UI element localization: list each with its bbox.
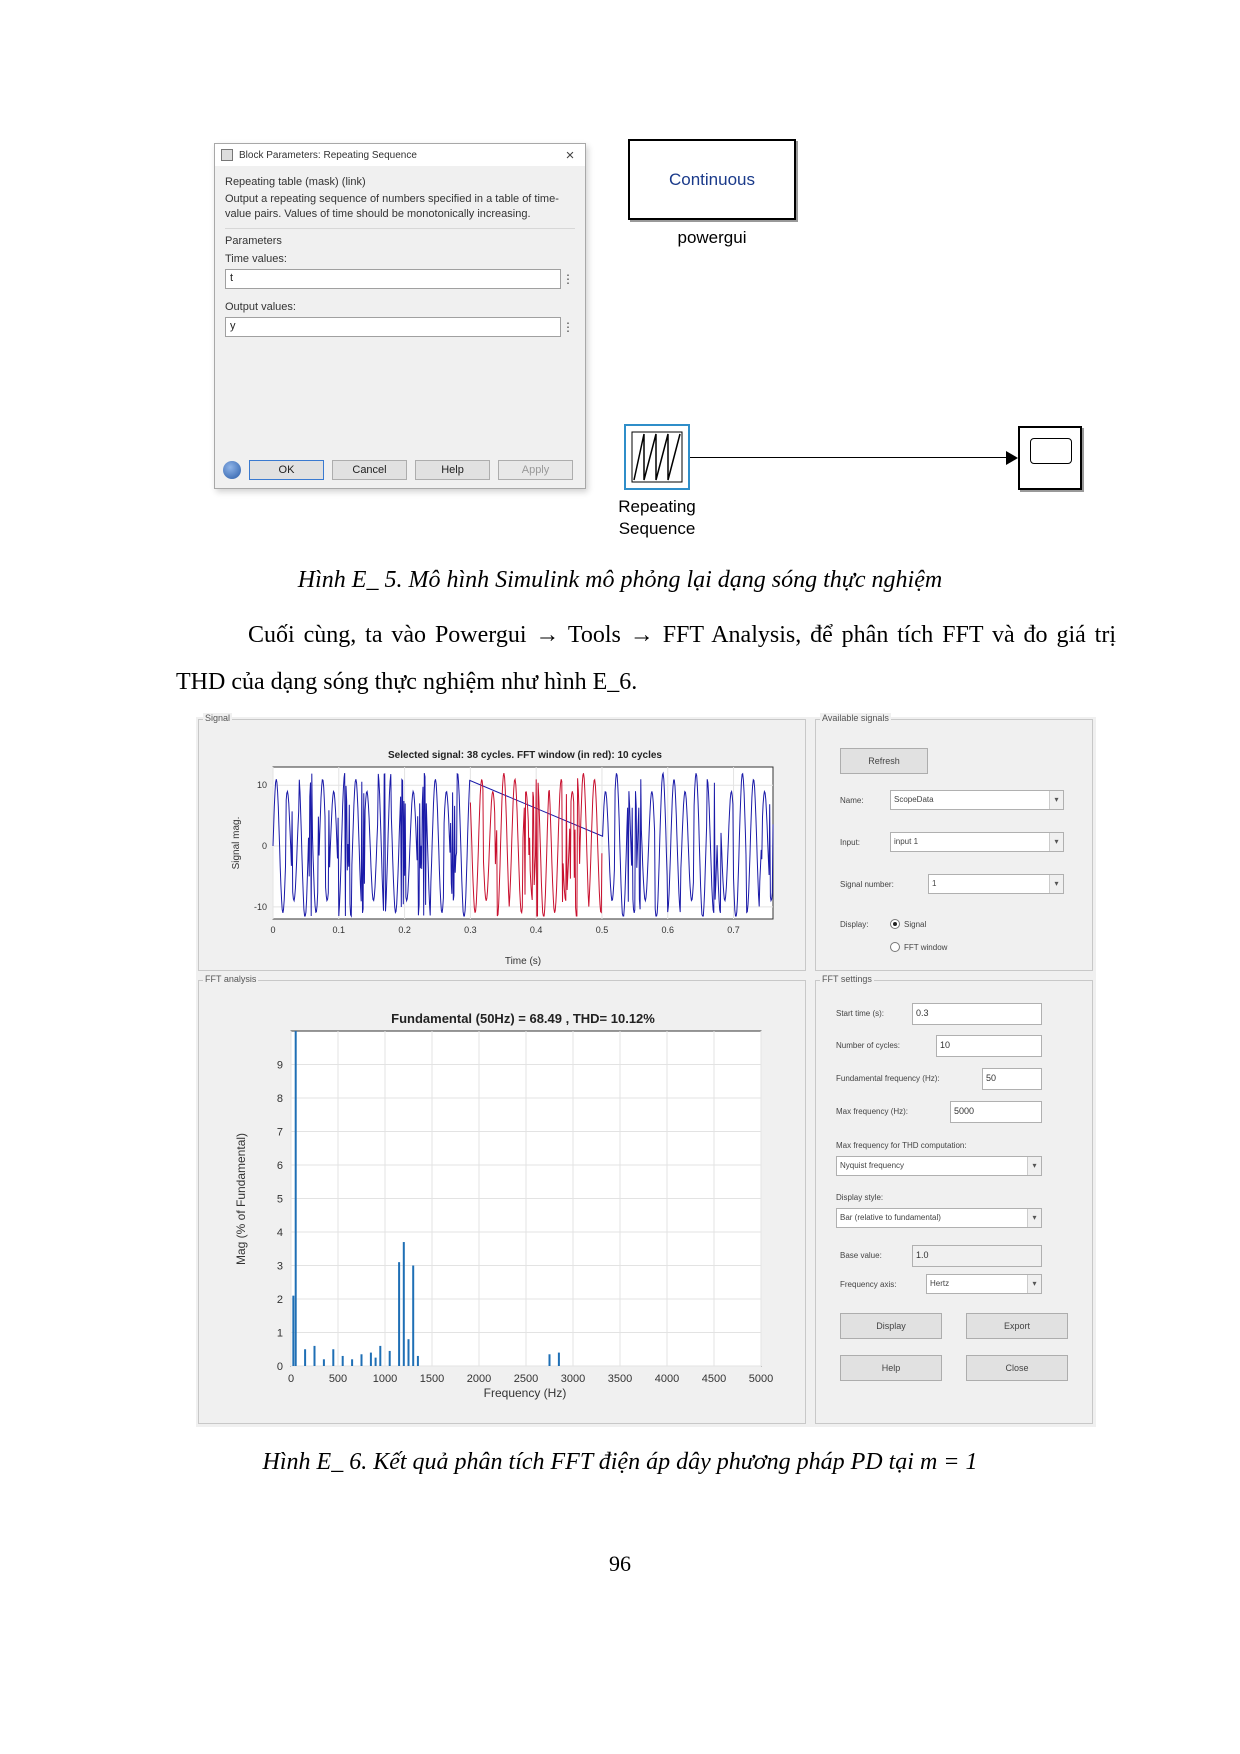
display-fft-window-label: FFT window bbox=[904, 943, 948, 952]
max-freq-thd-label: Max frequency for THD computation: bbox=[836, 1141, 967, 1150]
ok-button[interactable]: OK bbox=[249, 460, 324, 480]
x-tick-label: 4500 bbox=[701, 1373, 727, 1385]
y-axis-label: Mag (% of Fundamental) bbox=[234, 1132, 248, 1266]
signal-number-select[interactable] bbox=[928, 874, 1064, 894]
y-tick-label: 10 bbox=[256, 780, 267, 791]
display-signal-label: Signal bbox=[904, 920, 927, 929]
available-signals-title: Available signals bbox=[822, 713, 889, 723]
x-tick-label: 2500 bbox=[513, 1373, 539, 1385]
harmonic-bar bbox=[379, 1346, 381, 1366]
harmonic-bar bbox=[351, 1359, 353, 1366]
chart-title: Selected signal: 38 cycles. FFT window (in red): 10 cycles bbox=[388, 750, 662, 761]
display-style-select[interactable] bbox=[836, 1208, 1042, 1228]
num-cycles-input[interactable]: 10 bbox=[936, 1035, 1042, 1057]
signal-panel bbox=[198, 713, 806, 971]
harmonic-bar bbox=[389, 1351, 391, 1366]
page-number: 96 bbox=[609, 1551, 631, 1576]
chart-title: Fundamental (50Hz) = 68.49 , THD= 10.12% bbox=[391, 1011, 655, 1026]
arrow-icon bbox=[1006, 451, 1018, 465]
display-button[interactable]: Display bbox=[840, 1313, 942, 1339]
num-cycles-label: Number of cycles: bbox=[836, 1041, 901, 1050]
repeating-sequence-block[interactable] bbox=[624, 424, 690, 490]
signal-line[interactable] bbox=[690, 457, 1010, 458]
max-freq-thd-select[interactable] bbox=[836, 1156, 1042, 1176]
dialog-title: Block Parameters: Repeating Sequence bbox=[239, 149, 417, 161]
harmonic-bar bbox=[314, 1346, 316, 1366]
scope-block[interactable] bbox=[1018, 426, 1082, 490]
fft-chart bbox=[199, 981, 805, 1423]
display-signal-radio[interactable] bbox=[890, 919, 900, 929]
y-tick-label: 3 bbox=[276, 1260, 283, 1273]
help-button[interactable]: Help bbox=[840, 1355, 942, 1381]
x-tick-label: 0.6 bbox=[661, 925, 674, 935]
x-tick-label: 0.4 bbox=[529, 925, 543, 935]
x-tick-label: 2000 bbox=[466, 1373, 492, 1385]
input-value: input 1 bbox=[894, 837, 919, 846]
y-tick-label: 8 bbox=[276, 1093, 283, 1105]
harmonic-bar bbox=[304, 1349, 306, 1366]
x-tick-label: 0.5 bbox=[595, 925, 609, 935]
y-tick-label: 7 bbox=[276, 1126, 283, 1139]
start-time-label: Start time (s): bbox=[836, 1009, 885, 1018]
y-tick-label: 0 bbox=[276, 1361, 283, 1373]
x-tick-label: 1500 bbox=[419, 1373, 445, 1385]
signal-number-label: Signal number: bbox=[840, 880, 894, 889]
x-tick-label: 0.1 bbox=[332, 925, 346, 935]
figure-caption: Hình E_ 6. Kết quả phân tích FFT điện áp dây phương pháp PD tại m = 1 bbox=[262, 1449, 978, 1475]
harmonic-bar bbox=[323, 1359, 325, 1366]
base-value-input[interactable]: 1.0 bbox=[912, 1245, 1042, 1267]
x-tick-label: 5000 bbox=[748, 1373, 774, 1385]
time-values-label: Time values: bbox=[225, 253, 287, 265]
apply-button[interactable]: Apply bbox=[498, 460, 573, 480]
signal-chart bbox=[199, 720, 805, 970]
input-select[interactable] bbox=[890, 832, 1064, 852]
time-values-input[interactable]: t bbox=[225, 269, 561, 289]
chevron-down-icon: ▾ bbox=[1049, 791, 1063, 809]
name-value: ScopeData bbox=[894, 795, 934, 804]
harmonic-bar bbox=[292, 1296, 294, 1366]
repeating-name-line2: Sequence bbox=[618, 519, 696, 538]
cancel-button[interactable]: Cancel bbox=[332, 460, 407, 480]
display-style-value: Bar (relative to fundamental) bbox=[840, 1213, 941, 1222]
x-tick-label: 0 bbox=[287, 1373, 295, 1385]
paragraph-text: Cuối cùng, ta vào Powergui → Tools → FFT Analysis, để phân tích FFT và đo giá trị THD của dạng sóng thực nghiệm như hình E_6. bbox=[176, 622, 1116, 695]
chevron-down-icon: ▾ bbox=[1049, 833, 1063, 851]
name-label: Name: bbox=[840, 796, 864, 805]
chevron-down-icon: ▾ bbox=[1027, 1275, 1041, 1293]
x-tick-label: 1000 bbox=[372, 1373, 398, 1385]
fft-analysis-title: FFT analysis bbox=[205, 974, 257, 984]
y-tick-label: -10 bbox=[253, 901, 267, 912]
harmonic-bar bbox=[408, 1339, 410, 1366]
x-axis-label: Time (s) bbox=[504, 956, 542, 967]
harmonic-bar bbox=[342, 1356, 344, 1366]
more-options-icon[interactable]: ⋮ bbox=[562, 272, 574, 286]
harmonic-bar bbox=[332, 1349, 334, 1366]
figure-caption: Hình E_ 5. Mô hình Simulink mô phỏng lại dạng sóng thực nghiệm bbox=[297, 567, 943, 593]
y-axis-label: Signal mag. bbox=[231, 816, 242, 870]
fundamental-bar bbox=[295, 1031, 297, 1366]
available-signals-panel bbox=[815, 713, 1093, 971]
powergui-name: powergui bbox=[677, 228, 747, 247]
harmonic-bar bbox=[361, 1354, 363, 1366]
body-paragraph bbox=[176, 612, 1116, 706]
y-tick-label: 2 bbox=[276, 1294, 283, 1306]
divider bbox=[225, 228, 575, 229]
repeating-sequence-name bbox=[590, 496, 724, 540]
max-freq-thd-value: Nyquist frequency bbox=[840, 1161, 905, 1170]
export-button[interactable]: Export bbox=[966, 1313, 1068, 1339]
x-tick-label: 4000 bbox=[654, 1373, 680, 1385]
repeating-name-line1: Repeating bbox=[618, 497, 696, 516]
x-tick-label: 3000 bbox=[560, 1373, 586, 1385]
harmonic-bar bbox=[375, 1358, 377, 1366]
y-tick-label: 4 bbox=[276, 1227, 283, 1239]
freq-axis-label: Frequency axis: bbox=[840, 1280, 897, 1289]
chevron-down-icon: ▾ bbox=[1027, 1209, 1041, 1227]
x-tick-label: 0 bbox=[270, 925, 276, 935]
fft-settings-panel bbox=[815, 974, 1093, 1424]
close-icon[interactable]: × bbox=[565, 146, 575, 164]
x-axis-label: Frequency (Hz) bbox=[483, 1386, 567, 1400]
harmonic-bar bbox=[398, 1262, 400, 1366]
harmonic-bar bbox=[558, 1353, 560, 1366]
chevron-down-icon: ▾ bbox=[1027, 1157, 1041, 1175]
x-tick-label: 500 bbox=[328, 1373, 348, 1385]
help-icon[interactable] bbox=[223, 461, 241, 479]
harmonic-bar bbox=[417, 1356, 419, 1366]
more-options-icon[interactable]: ⋮ bbox=[562, 320, 574, 334]
fft-settings-title: FFT settings bbox=[822, 974, 872, 984]
fund-freq-label: Fundamental frequency (Hz): bbox=[836, 1074, 940, 1083]
y-tick-label: 5 bbox=[276, 1193, 283, 1206]
sawtooth-icon bbox=[626, 426, 688, 488]
x-tick-label: 0.2 bbox=[398, 925, 411, 935]
scope-screen-icon bbox=[1030, 438, 1072, 464]
start-time-input[interactable]: 0.3 bbox=[912, 1003, 1042, 1025]
display-style-label: Display style: bbox=[836, 1193, 884, 1202]
block-description: Output a repeating sequence of numbers specified in a table of time-value pairs. Values of time should be monotonically increasing. bbox=[225, 193, 559, 220]
harmonic-bar bbox=[370, 1353, 372, 1366]
fund-freq-input[interactable]: 50 bbox=[982, 1068, 1042, 1090]
harmonic-bar bbox=[403, 1242, 405, 1366]
help-button[interactable]: Help bbox=[415, 460, 490, 480]
display-label: Display: bbox=[840, 920, 869, 929]
fft-analysis-window bbox=[196, 713, 1096, 1427]
harmonic-bar bbox=[412, 1266, 414, 1367]
powergui-block[interactable] bbox=[628, 139, 796, 220]
display-fft-window-radio[interactable] bbox=[890, 942, 900, 952]
name-select[interactable] bbox=[890, 790, 1064, 810]
y-tick-label: 0 bbox=[261, 841, 267, 852]
x-tick-label: 0.3 bbox=[464, 925, 477, 935]
block-parameters-dialog bbox=[214, 143, 586, 489]
max-freq-input[interactable]: 5000 bbox=[950, 1101, 1042, 1123]
y-tick-label: 1 bbox=[276, 1327, 283, 1340]
y-tick-label: 9 bbox=[276, 1059, 283, 1072]
fft-analysis-panel bbox=[198, 974, 806, 1424]
output-values-label: Output values: bbox=[225, 301, 296, 313]
dialog-titlebar bbox=[215, 144, 585, 166]
freq-axis-value: Hertz bbox=[930, 1279, 950, 1288]
refresh-button[interactable]: Refresh bbox=[840, 748, 928, 774]
y-tick-label: 6 bbox=[276, 1160, 283, 1172]
signal-number-value: 1 bbox=[932, 879, 937, 888]
app-icon bbox=[221, 149, 233, 161]
input-label: Input: bbox=[840, 838, 861, 847]
close-button[interactable]: Close bbox=[966, 1355, 1068, 1381]
output-values-input[interactable]: y bbox=[225, 317, 561, 337]
x-tick-label: 0.7 bbox=[727, 925, 740, 935]
signal-panel-title: Signal bbox=[205, 713, 231, 723]
x-tick-label: 3500 bbox=[607, 1373, 633, 1385]
chevron-down-icon: ▾ bbox=[1049, 875, 1063, 893]
powergui-mode: Continuous bbox=[668, 169, 755, 189]
base-value-label: Base value: bbox=[840, 1251, 882, 1260]
mask-header: Repeating table (mask) (link) bbox=[225, 176, 366, 188]
harmonic-bar bbox=[549, 1354, 551, 1366]
parameters-label: Parameters bbox=[225, 235, 282, 247]
freq-axis-select[interactable] bbox=[926, 1274, 1042, 1294]
max-freq-label: Max frequency (Hz): bbox=[836, 1107, 909, 1116]
